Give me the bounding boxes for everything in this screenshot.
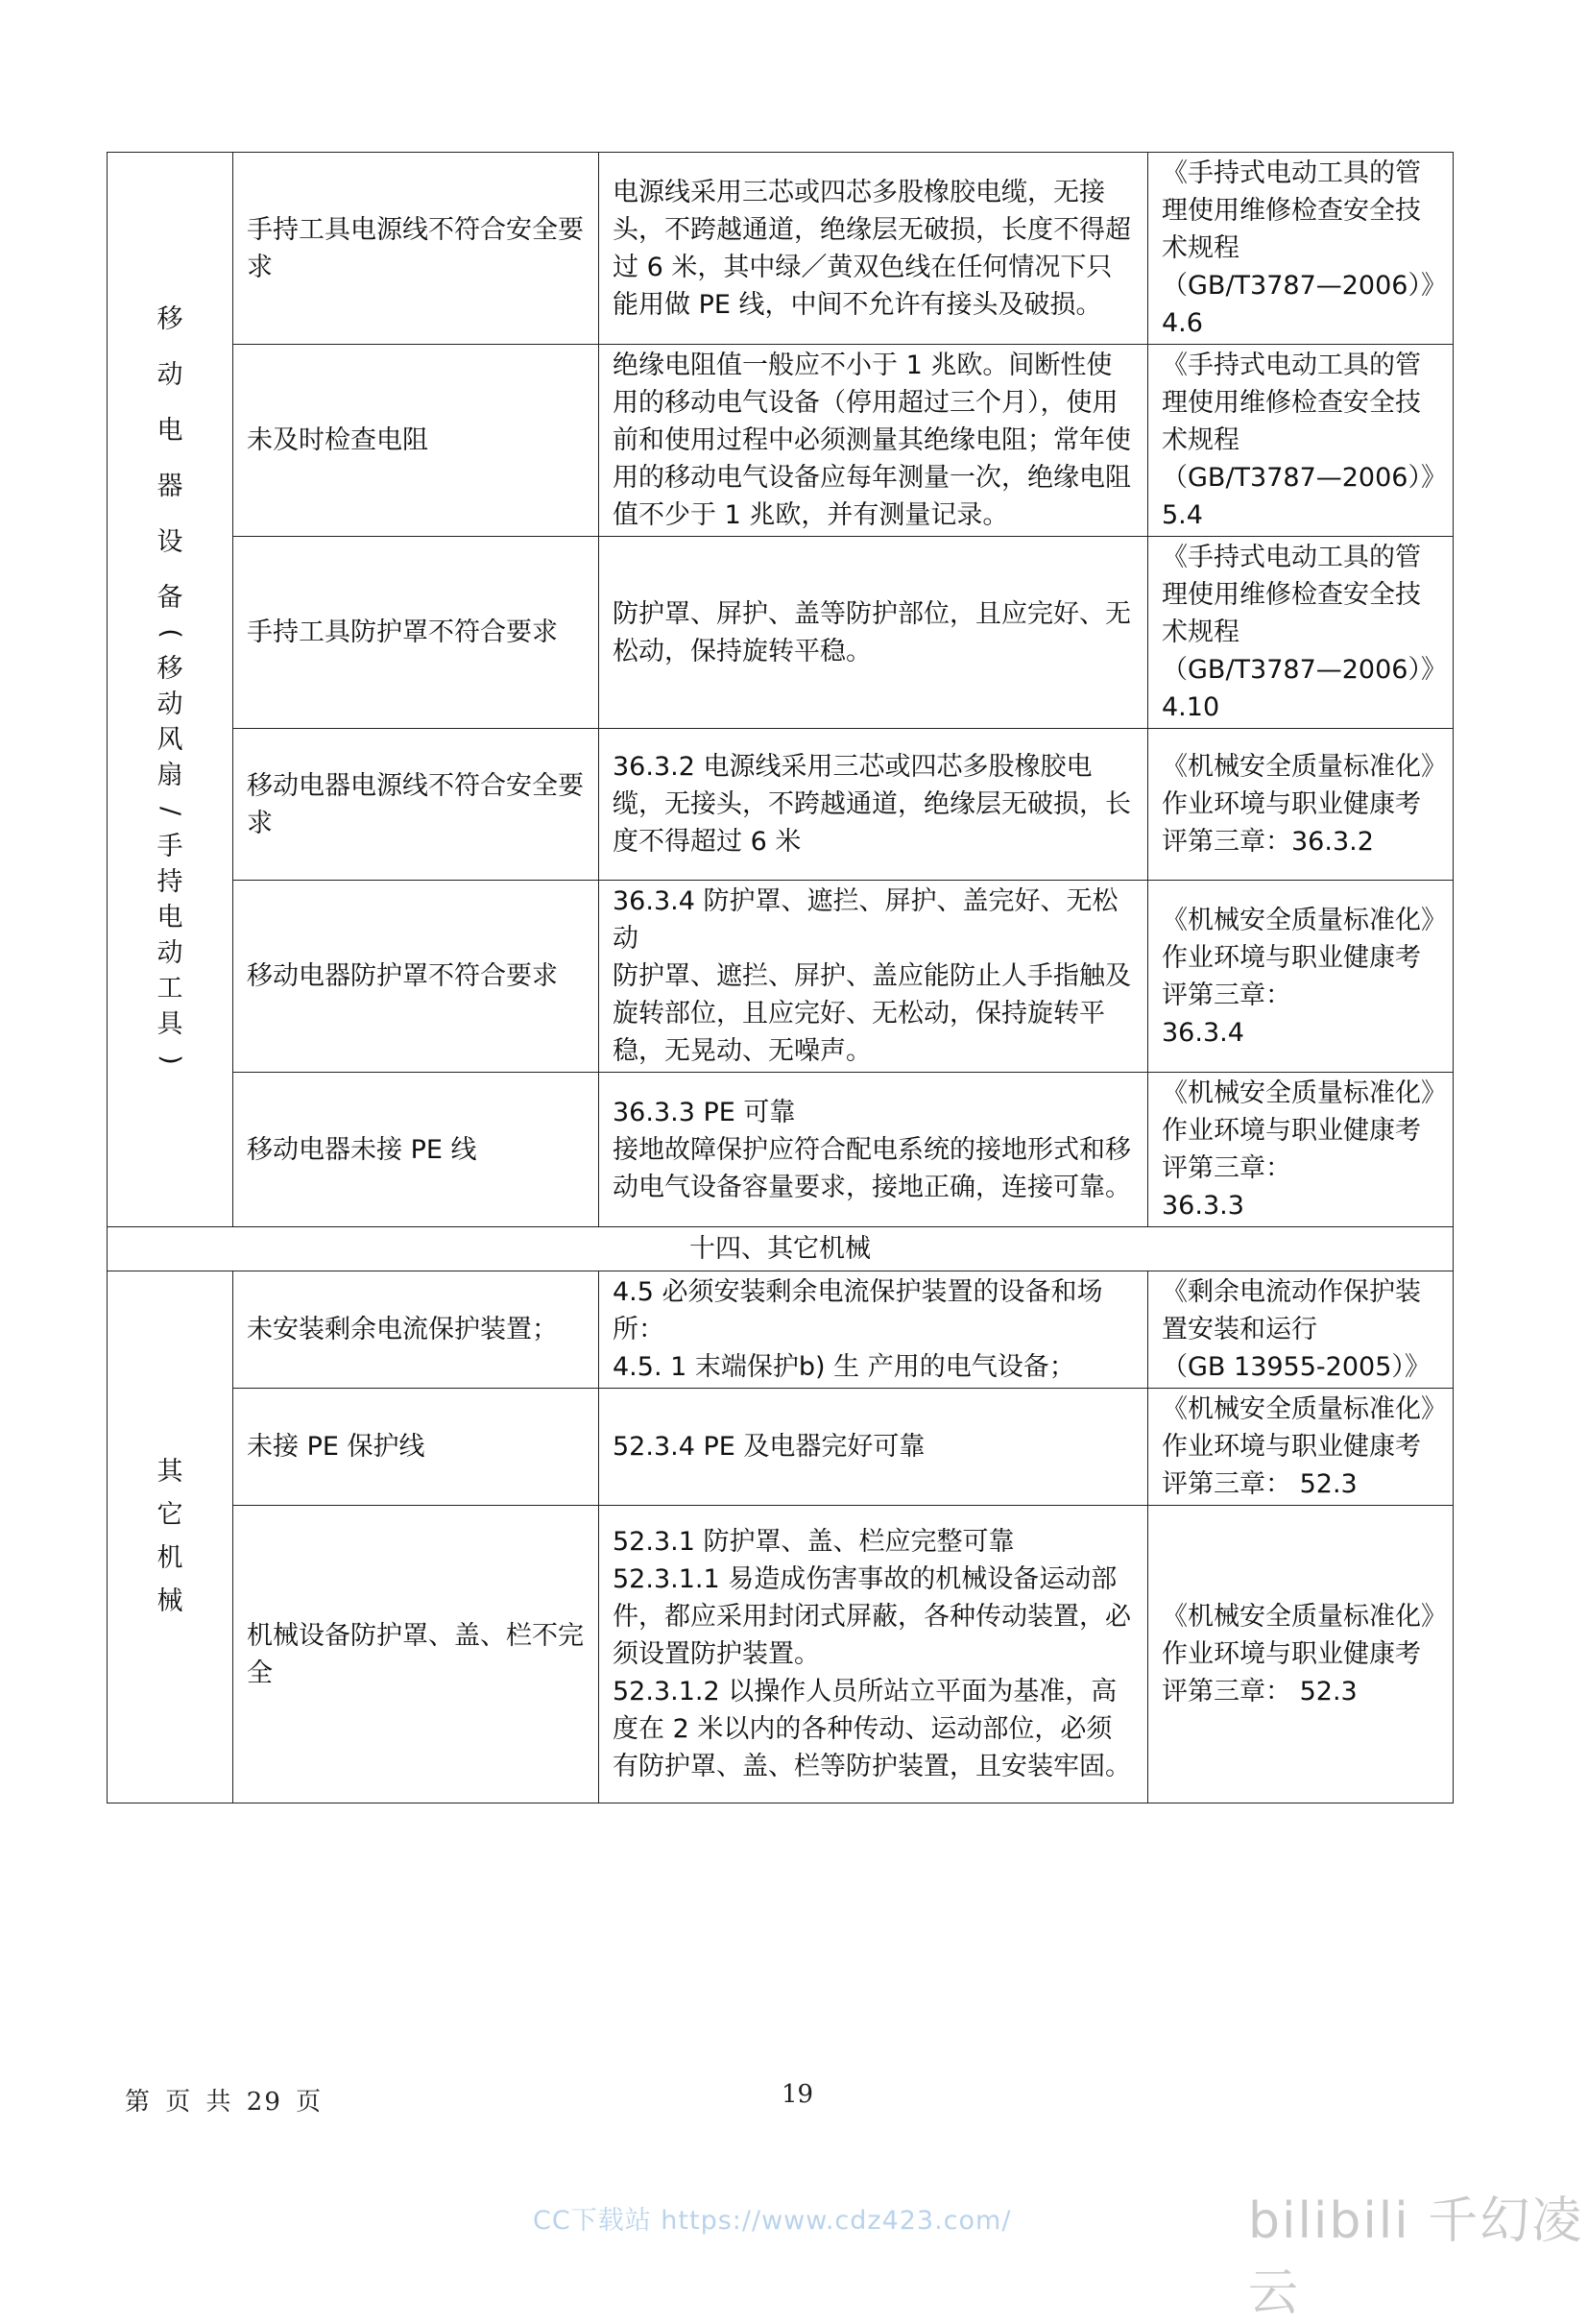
requirement-cell: 52.3.1 防护罩、盖、栏应完整可靠 52.3.1.1 易造成伤害事故的机械设备运动部件，都应采用封闭式屏蔽，各种传动装置，必须设置防护装置。 52.3.1.2 以操作人员所站立平面为基准，高度在 2 米以内的各种传动、运动部位，必须有防护罩、盖、栏等防护装置，且安装牢固。 — [599, 1506, 1148, 1804]
table-row — [108, 729, 1454, 881]
table-row — [108, 153, 1454, 345]
requirement-cell: 36.3.4 防护罩、遮拦、屏护、盖完好、无松动 防护罩、遮拦、屏护、盖应能防止人手指触及旋转部位，且应完好、无松动，保持旋转平稳，无晃动、无噪声。 — [599, 881, 1148, 1073]
section-title: 十四、其它机械 — [108, 1227, 1454, 1271]
item-cell: 移动电器未接 PE 线 — [233, 1073, 599, 1227]
category-label-other-machinery: 其 它 机 械 — [156, 1457, 183, 1616]
requirement-cell: 52.3.4 PE 及电器完好可靠 — [599, 1389, 1148, 1506]
requirement-cell: 防护罩、屏护、盖等防护部位，且应完好、无松动，保持旋转平稳。 — [599, 537, 1148, 729]
watermark-brand: bilibili 千幻凌云 — [1248, 2192, 1584, 2322]
table-row — [108, 1073, 1454, 1227]
item-cell: 未接 PE 保护线 — [233, 1389, 599, 1506]
inspection-table — [107, 152, 1454, 1804]
requirement-cell: 电源线采用三芯或四芯多股橡胶电缆，无接头，不跨越通道，绝缘层无破损，长度不得超过 6 米，其中绿／黄双色线在任何情况下只能用做 PE 线，中间不允许有接头及破损。 — [599, 153, 1148, 345]
reference-cell: 《机械安全质量标准化》作业环境与职业健康考评第三章：36.3.2 — [1148, 729, 1454, 881]
reference-cell: 《机械安全质量标准化》作业环境与职业健康考评第三章： 36.3.4 — [1148, 881, 1454, 1073]
table-row — [108, 1389, 1454, 1506]
table-row — [108, 1506, 1454, 1804]
footer-page-info: 第 页 共 29 页 — [125, 2088, 324, 2117]
item-cell: 未安装剩余电流保护装置； — [233, 1271, 599, 1389]
table-row — [108, 537, 1454, 729]
reference-cell: 《机械安全质量标准化》作业环境与职业健康考评第三章： 36.3.3 — [1148, 1073, 1454, 1227]
item-cell: 手持工具防护罩不符合要求 — [233, 537, 599, 729]
table-row — [108, 881, 1454, 1073]
section-row — [108, 1227, 1454, 1271]
reference-cell: 《机械安全质量标准化》作业环境与职业健康考评第三章： 52.3 — [1148, 1389, 1454, 1506]
table-row — [108, 345, 1454, 537]
reference-cell: 《剩余电流动作保护装置安装和运行 （GB 13955-2005）》 — [1148, 1271, 1454, 1389]
table-row — [108, 1271, 1454, 1389]
watermark-site: CC下载站 https://www.cdz423.com/ — [533, 2206, 1012, 2236]
reference-cell: 《手持式电动工具的管理使用维修检查安全技术规程 （GB/T3787—2006）》4.10 — [1148, 537, 1454, 729]
reference-cell: 《手持式电动工具的管理使用维修检查安全技术规程 （GB/T3787—2006）》4.6 — [1148, 153, 1454, 345]
footer-page-number: 19 — [782, 2080, 814, 2109]
reference-cell: 《手持式电动工具的管理使用维修检查安全技术规程 （GB/T3787—2006）》5.4 — [1148, 345, 1454, 537]
item-cell: 移动电器防护罩不符合要求 — [233, 881, 599, 1073]
category-label-mobile-electrical: 移 动 电 器 设 备 ( 移 动 风 扇 / 手 持 电 动 工 具 ) — [155, 303, 185, 1065]
requirement-cell: 36.3.2 电源线采用三芯或四芯多股橡胶电缆，无接头，不跨越通道，绝缘层无破损，长度不得超过 6 米 — [599, 729, 1148, 881]
item-cell: 移动电器电源线不符合安全要求 — [233, 729, 599, 881]
category-cell-other-machinery — [108, 1271, 233, 1804]
category-cell-mobile-electrical — [108, 153, 233, 1227]
requirement-cell: 4.5 必须安装剩余电流保护装置的设备和场所： 4.5. 1 末端保护b) 生 产用的电气设备； — [599, 1271, 1148, 1389]
reference-cell: 《机械安全质量标准化》作业环境与职业健康考评第三章： 52.3 — [1148, 1506, 1454, 1804]
item-cell: 手持工具电源线不符合安全要求 — [233, 153, 599, 345]
requirement-cell: 绝缘电阻值一般应不小于 1 兆欧。间断性使用的移动电气设备（停用超过三个月），使用前和使用过程中必须测量其绝缘电阻；常年使用的移动电气设备应每年测量一次，绝缘电阻值不少于 1 兆欧，并有测量记录。 — [599, 345, 1148, 537]
requirement-cell: 36.3.3 PE 可靠 接地故障保护应符合配电系统的接地形式和移动电气设备容量要求，接地正确，连接可靠。 — [599, 1073, 1148, 1227]
item-cell: 机械设备防护罩、盖、栏不完全 — [233, 1506, 599, 1804]
item-cell: 未及时检查电阻 — [233, 345, 599, 537]
